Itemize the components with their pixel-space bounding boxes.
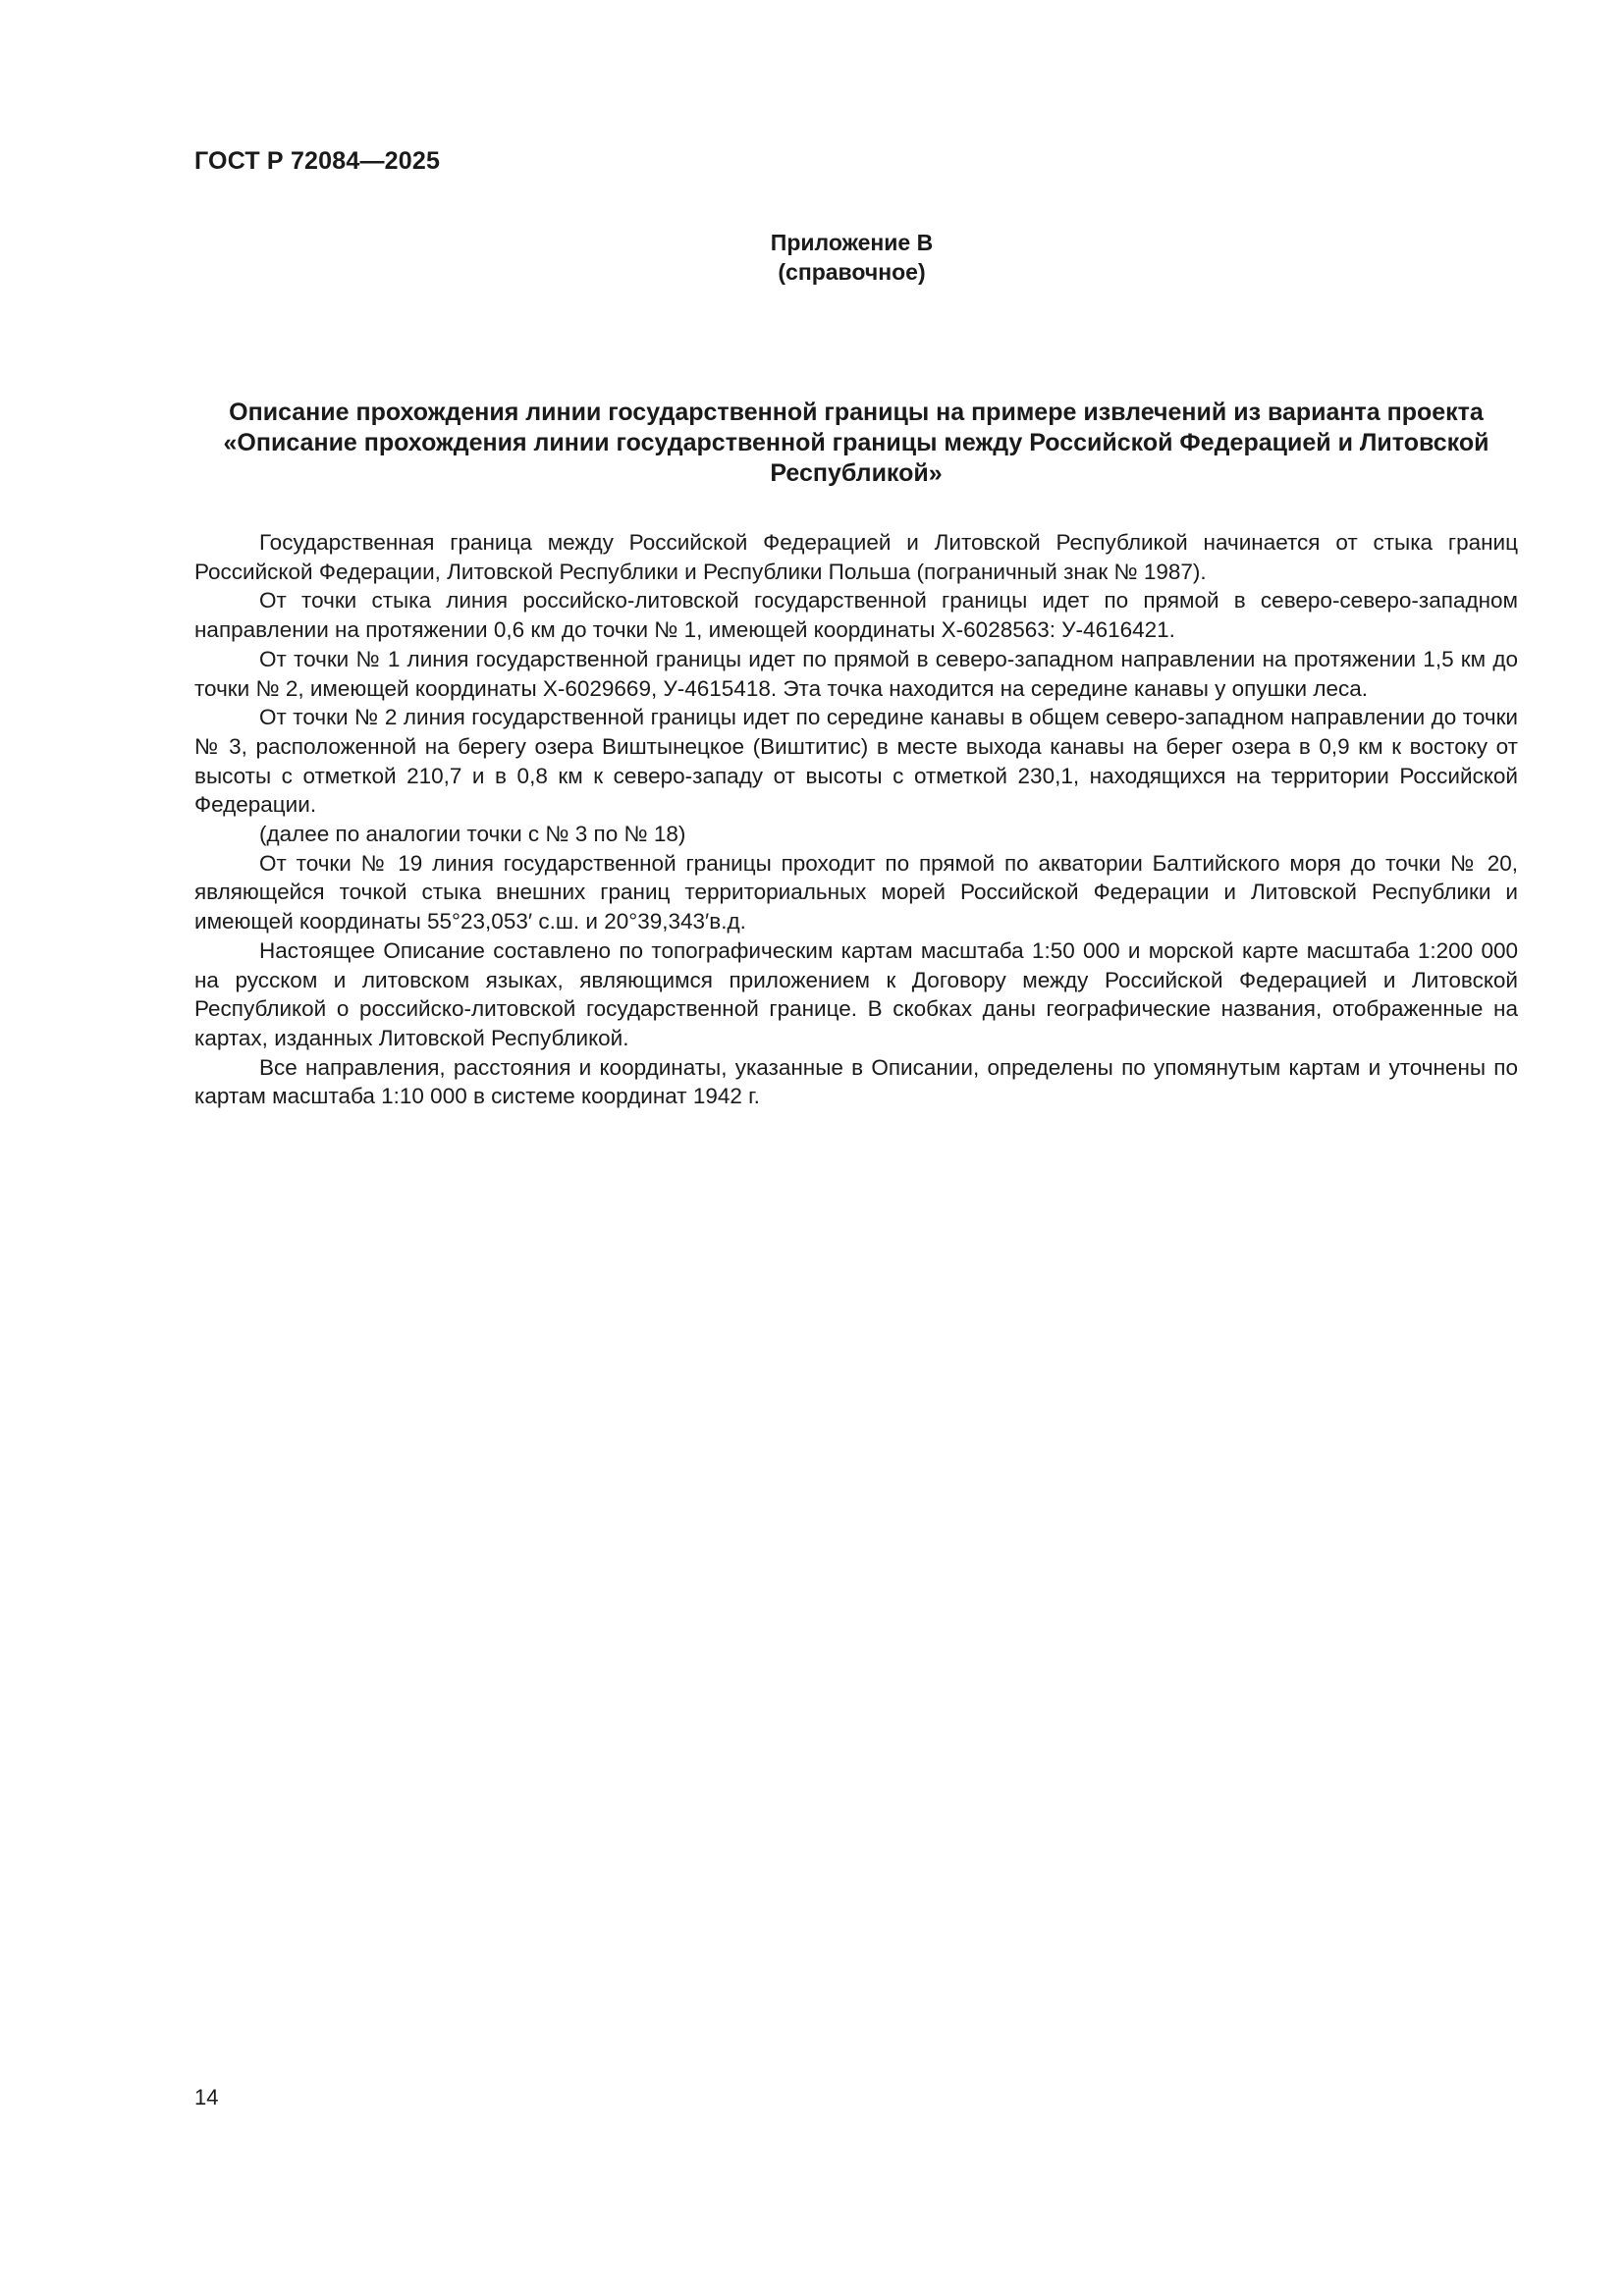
body-text <box>194 528 1518 1111</box>
page-number: 14 <box>194 2085 219 2109</box>
paragraph: Все направления, расстояния и координаты, указанные в Описании, определены по упомянутым картам и уточнены по картам масштаба 1:10 000 в системе координат 1942 г. <box>194 1054 1518 1109</box>
appendix-heading <box>0 228 1624 287</box>
document-number: ГОСТ Р 72084—2025 <box>194 147 441 175</box>
paragraph: (далее по аналогии точки с № 3 по № 18) <box>259 822 686 847</box>
appendix-type: (справочное) <box>778 259 926 285</box>
paragraph: От точки № 1 линия государственной границы идет по прямой в северо-западном направлении на протяжении 1,5 км до точки № 2, имеющей координаты Х-6029669, У-4615418. Эта точка находится на середине канавы у опушки леса. <box>194 646 1518 701</box>
paragraph: От точки № 2 линия государственной границы идет по середине канавы в общем северо-западном направлении до точки № 3, расположенной на берегу озера Виштынецкое (Виштитис) в месте выхода канавы на берег озера в 0,9 км к востоку от высоты с отметкой 210,7 и в 0,8 км к северо-западу от высоты с отметкой 230,1, находящихся на территории Российской Федерации. <box>194 705 1518 818</box>
paragraph: От точки № 19 линия государственной границы проходит по прямой по акватории Балтийского моря до точки № 20, являющейся точкой стыка внешних границ территориальных морей Российской Федерации и Литовской Республики и имеющей координаты 55°23,053′ с.ш. и 20°39,343′в.д. <box>194 850 1518 934</box>
paragraph: Настоящее Описание составлено по топографическим картам масштаба 1:50 000 и морской карте масштаба 1:200 000 на русском и литовском языках, являющимся приложением к Договору между Российской Федерацией и Литовской Республикой о российско-литовской государственной границе. В скобках даны географические названия, отображенные на картах, изданных Литовской Республикой. <box>194 937 1518 1050</box>
appendix-label: Приложение В <box>770 230 934 255</box>
paragraph: Государственная граница между Российской Федерацией и Литовской Республикой начинается от стыка границ Российской Федерации, Литовской Республики и Республики Польша (пограничный знак № 1987). <box>194 530 1518 584</box>
paragraph: От точки стыка линия российско-литовской государственной границы идет по прямой в северо-северо-западном направлении на протяжении 0,6 км до точки № 1, имеющей координаты Х-6028563: У-4616421. <box>194 588 1518 643</box>
section-title: Описание прохождения линии государственной границы на примере извлечений из варианта проекта «Описание прохождения линии государственной границы между Российской Федерацией и Литовской Республикой» <box>223 399 1489 487</box>
